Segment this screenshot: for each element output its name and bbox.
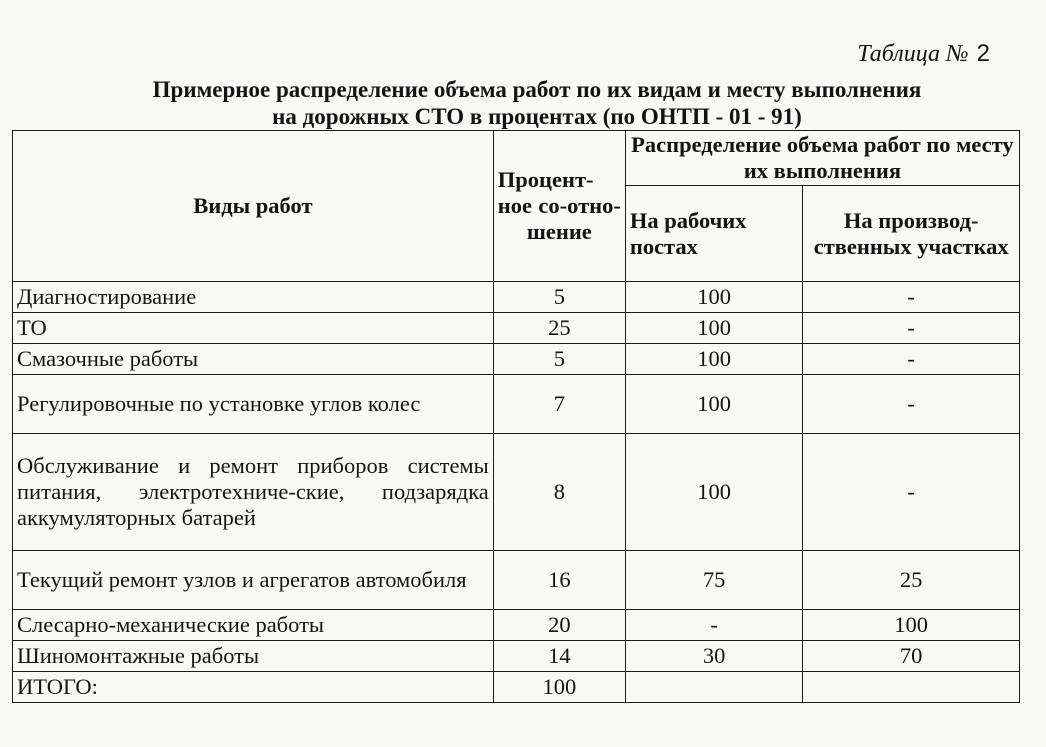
- cell-work-kind: Текущий ремонт узлов и агрегатов автомобиля: [13, 551, 494, 610]
- table-row: [13, 641, 1020, 672]
- cell-work-kind: Слесарно-механические работы: [13, 610, 494, 641]
- header-work-kind: Виды работ: [13, 131, 494, 282]
- table-row: [13, 434, 1020, 551]
- table-row: [13, 610, 1020, 641]
- cell-work-kind: Диагностирование: [13, 282, 494, 313]
- cell-work-kind: ТО: [13, 313, 494, 344]
- cell-shops: -: [803, 434, 1020, 551]
- cell-percent: 20: [493, 610, 625, 641]
- cell-shops: -: [803, 344, 1020, 375]
- table-caption: [857, 40, 990, 68]
- table-title-line-2: на дорожных СТО в процентах (по ОНТП - 01 - 91): [272, 104, 802, 129]
- cell-shops: 100: [803, 610, 1020, 641]
- table-row: [13, 313, 1020, 344]
- table-row-total: [13, 672, 1020, 703]
- cell-percent: 16: [493, 551, 625, 610]
- cell-posts: 75: [625, 551, 802, 610]
- cell-posts: 100: [625, 344, 802, 375]
- cell-percent: 14: [493, 641, 625, 672]
- cell-percent: 25: [493, 313, 625, 344]
- cell-posts: -: [625, 610, 802, 641]
- table-caption-label: Таблица №: [857, 41, 969, 67]
- work-distribution-table: [12, 130, 1020, 703]
- cell-work-kind: Смазочные работы: [13, 344, 494, 375]
- cell-shops: 70: [803, 641, 1020, 672]
- header-production-shops: На производ-ственных участках: [803, 186, 1020, 282]
- header-distribution: Распределение объема работ по месту их выполнения: [625, 131, 1019, 186]
- cell-percent: 5: [493, 344, 625, 375]
- cell-shops: -: [803, 375, 1020, 434]
- table-title: [0, 76, 1046, 130]
- cell-shops: -: [803, 282, 1020, 313]
- cell-shops: 25: [803, 551, 1020, 610]
- cell-work-kind: ИТОГО:: [13, 672, 494, 703]
- table-row: [13, 282, 1020, 313]
- table-title-line-1: Примерное распределение объема работ по их видам и месту выполнения: [152, 77, 922, 102]
- cell-posts: 100: [625, 434, 802, 551]
- header-work-posts: На рабочих постах: [625, 186, 802, 282]
- cell-shops: [803, 672, 1020, 703]
- table-row: [13, 344, 1020, 375]
- cell-posts: 100: [625, 375, 802, 434]
- header-percent: Процент-ное со-отно-шение: [493, 131, 625, 282]
- cell-work-kind: Шиномонтажные работы: [13, 641, 494, 672]
- cell-shops: -: [803, 313, 1020, 344]
- cell-work-kind: Обслуживание и ремонт приборов системы питания, электротехниче-ские, подзарядка аккумуляторных батарей: [13, 434, 494, 551]
- cell-posts: 30: [625, 641, 802, 672]
- table-row: [13, 551, 1020, 610]
- table-row: [13, 375, 1020, 434]
- cell-posts: [625, 672, 802, 703]
- cell-work-kind: Регулировочные по установке углов колес: [13, 375, 494, 434]
- cell-percent: 8: [493, 434, 625, 551]
- cell-posts: 100: [625, 313, 802, 344]
- cell-percent: 7: [493, 375, 625, 434]
- cell-percent: 100: [493, 672, 625, 703]
- cell-percent: 5: [493, 282, 625, 313]
- cell-posts: 100: [625, 282, 802, 313]
- table-number: 2: [976, 40, 990, 67]
